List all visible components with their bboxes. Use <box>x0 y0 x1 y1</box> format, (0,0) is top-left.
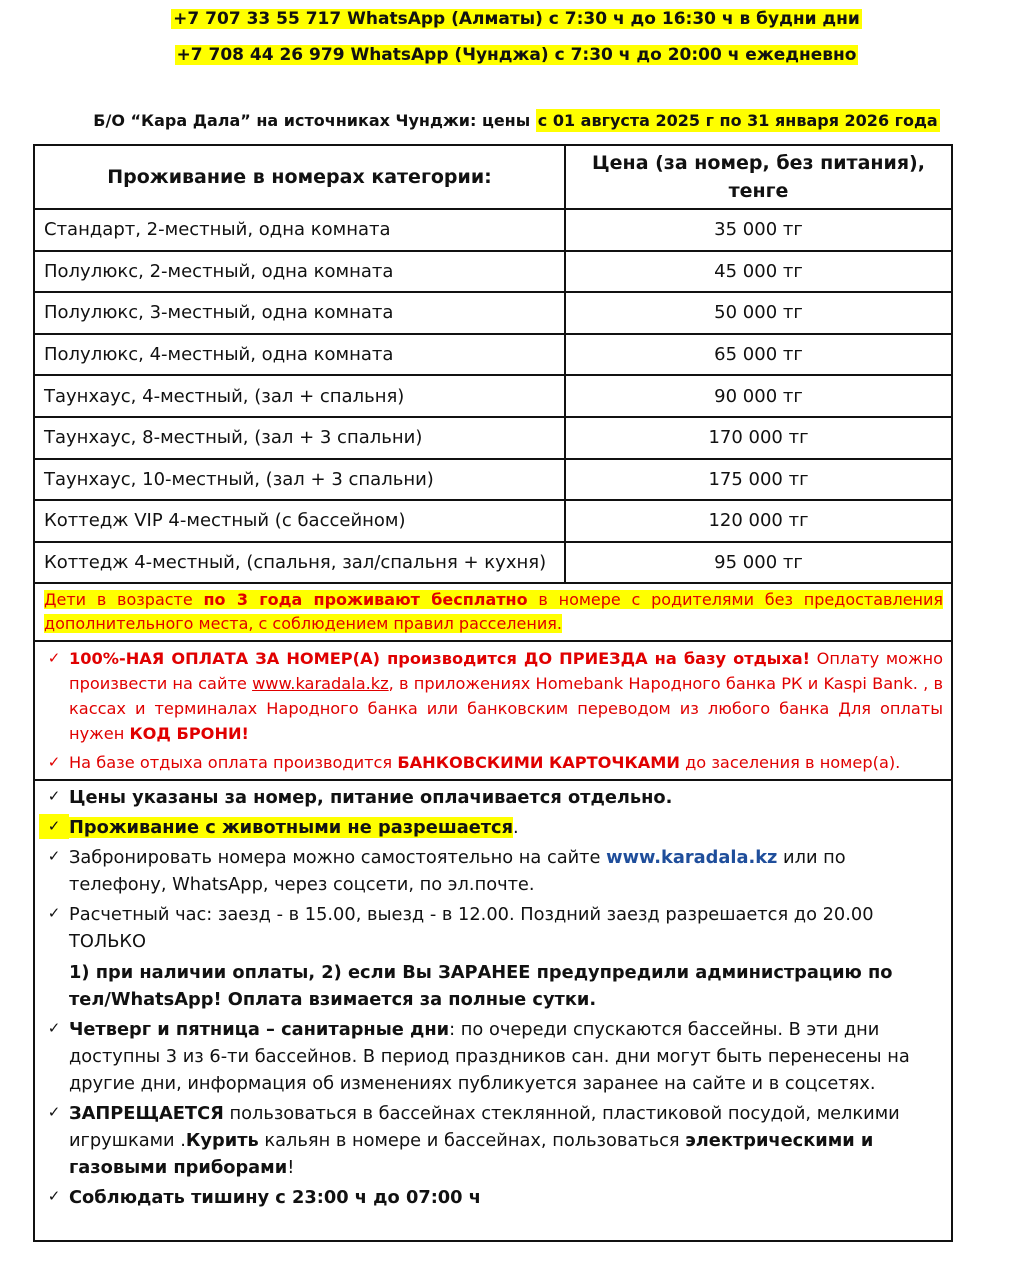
rule-prohibited-bold-a: ЗАПРЕЩАЕТСЯ <box>69 1103 224 1125</box>
check-icon: ✓ <box>47 904 61 923</box>
rule-booking <box>39 844 943 898</box>
check-icon: ✓ <box>47 753 61 772</box>
rule-booking-b: или по телефону, WhatsApp, через соцсети, по эл.почте. <box>69 847 846 896</box>
payment-section <box>35 642 951 781</box>
price-heading <box>0 110 1033 132</box>
rule-pets <box>39 814 943 841</box>
rule-quiet-text: Соблюдать тишину с 23:00 ч до 07:00 ч <box>69 1187 481 1209</box>
payment-full-text <box>69 646 943 746</box>
payment-item-cards <box>39 750 943 775</box>
check-icon: ✓ <box>47 787 61 806</box>
rule-quiet-hours <box>39 1184 943 1211</box>
check-icon: ✓ <box>39 814 69 839</box>
booking-site-link[interactable]: www.karadala.kz <box>606 847 778 869</box>
payment-cards-text <box>69 750 900 775</box>
children-note-bold: по 3 года проживают бесплатно <box>203 590 528 610</box>
rule-prohibited-bold-c: электрическими и газовыми приборами <box>69 1130 874 1179</box>
rule-prohibited-b: кальян в номере и бассейнах, пользоваться <box>258 1130 686 1152</box>
room-price: 95 000 тг <box>565 542 951 584</box>
children-note-c: в номере с родителями без предоставления дополнительного места, с соблюдением правил расселения. <box>44 590 944 634</box>
rule-pets-bold: Проживание с животными не разрешается <box>69 817 514 839</box>
rule-checkin <box>39 901 943 955</box>
room-price: 90 000 тг <box>565 375 951 417</box>
table-row <box>35 251 951 293</box>
payment-cards-b: до заселения в номер(а). <box>679 753 901 773</box>
room-category: Стандарт, 2-местный, одна комната <box>35 209 565 251</box>
room-price: 120 000 тг <box>565 500 951 542</box>
rule-prohibited-text <box>69 1100 943 1181</box>
room-category: Полулюкс, 3-местный, одна комната <box>35 292 565 334</box>
rule-pets-text <box>69 814 519 841</box>
table-row <box>35 209 951 251</box>
check-icon: ✓ <box>47 847 61 866</box>
price-table <box>35 146 951 584</box>
payment-item-full <box>39 646 943 746</box>
children-note <box>35 584 951 642</box>
heading-prefix: Б/О “Кара Дала” на источниках Чунджи: цены <box>93 111 536 130</box>
rule-booking-a: Забронировать номера можно самостоятельно на сайте <box>69 847 607 869</box>
whatsapp-almaty-line <box>0 8 1033 30</box>
room-category: Коттедж 4-местный, (спальня, зал/спальня + кухня) <box>35 542 565 584</box>
rule-prohibited-a: пользоваться в бассейнах стеклянной, пластиковой посудой, мелкими игрушками . <box>69 1103 900 1152</box>
rule-prohibited <box>39 1100 943 1181</box>
room-category: Полулюкс, 2-местный, одна комната <box>35 251 565 293</box>
table-row <box>35 542 951 584</box>
rule-sanitary-days <box>39 1016 943 1097</box>
rule-checkin-text: Расчетный час: заезд - в 15.00, выезд - в 12.00. Поздний заезд разрешается до 20.00 ТОЛЬКО <box>69 904 874 953</box>
room-price: 65 000 тг <box>565 334 951 376</box>
rules-section <box>35 781 951 1211</box>
heading-period: с 01 августа 2025 г по 31 января 2026 года <box>537 111 938 130</box>
rule-prohibited-bold-b: Курить <box>185 1130 259 1152</box>
room-price: 170 000 тг <box>565 417 951 459</box>
children-note-a: Дети в возрасте <box>44 590 204 610</box>
payment-full-bold: 100%-НАЯ ОПЛАТА ЗА НОМЕР(А) производится ДО ПРИЕЗДА на базу отдыха! <box>69 649 811 669</box>
table-row <box>35 459 951 501</box>
room-price: 175 000 тг <box>565 459 951 501</box>
room-category: Коттедж VIP 4-местный (с бассейном) <box>35 500 565 542</box>
check-icon: ✓ <box>47 649 61 668</box>
table-header-row <box>35 146 951 209</box>
room-category: Таунхаус, 10-местный, (зал + 3 спальни) <box>35 459 565 501</box>
whatsapp-almaty-text: +7 707 33 55 717 WhatsApp (Алматы) с 7:30 ч до 16:30 ч в будни дни <box>173 9 860 29</box>
payment-full-b: , в приложениях Homebank Народного банка РК и Kaspi Bank. , в кассах и терминалах Народного банка или банковским переводом из любого банка Для оплаты нужен <box>69 674 943 744</box>
room-price: 50 000 тг <box>565 292 951 334</box>
payment-cards-bold: БАНКОВСКИМИ КАРТОЧКАМИ <box>397 753 680 773</box>
table-row <box>35 292 951 334</box>
rule-prices-text: Цены указаны за номер, питание оплачивается отдельно. <box>69 787 673 809</box>
rule-prices <box>39 784 943 811</box>
payment-cards-a: На базе отдыха оплата производится <box>69 753 398 773</box>
booking-code-text: КОД БРОНИ! <box>129 724 249 744</box>
table-row <box>35 500 951 542</box>
check-icon: ✓ <box>47 1019 61 1038</box>
header-category: Проживание в номерах категории: <box>35 146 565 209</box>
room-category: Таунхаус, 8-местный, (зал + 3 спальни) <box>35 417 565 459</box>
check-icon: ✓ <box>47 1187 61 1206</box>
whatsapp-chundzha-text: +7 708 44 26 979 WhatsApp (Чунджа) с 7:30 ч до 20:00 ч ежедневно <box>176 45 857 65</box>
rule-pets-dot: . <box>513 817 519 839</box>
price-box <box>33 144 953 1242</box>
rule-booking-text <box>69 844 943 898</box>
rule-sanitary-text <box>69 1016 943 1097</box>
payment-full-a: Оплату можно произвести на сайте <box>69 649 944 694</box>
rule-sanitary-rest: : по очереди спускаются бассейны. В эти дни доступны 3 из 6-ти бассейнов. В период праздников сан. дни могут быть перенесены на другие дни, информация об изменениях публикуется заранее на сайте и в соцсетях. <box>69 1019 910 1095</box>
rule-checkin-conditions <box>39 959 943 1013</box>
header-price: Цена (за номер, без питания), тенге <box>565 146 951 209</box>
rule-sanitary-bold: Четверг и пятница – санитарные дни <box>69 1019 450 1041</box>
table-row <box>35 334 951 376</box>
payment-site-link[interactable]: www.karadala.kz <box>252 674 389 694</box>
rule-checkin-conditions-text: 1) при наличии оплаты, 2) если Вы ЗАРАНЕЕ предупредили администрацию по тел/WhatsApp! Оплата взимается за полные сутки. <box>69 962 893 1011</box>
table-row <box>35 375 951 417</box>
rule-prohibited-c: ! <box>287 1157 295 1179</box>
room-category: Таунхаус, 4-местный, (зал + спальня) <box>35 375 565 417</box>
check-icon: ✓ <box>47 1103 61 1122</box>
whatsapp-chundzha-line <box>0 44 1033 66</box>
table-row <box>35 417 951 459</box>
room-price: 35 000 тг <box>565 209 951 251</box>
room-category: Полулюкс, 4-местный, одна комната <box>35 334 565 376</box>
room-price: 45 000 тг <box>565 251 951 293</box>
